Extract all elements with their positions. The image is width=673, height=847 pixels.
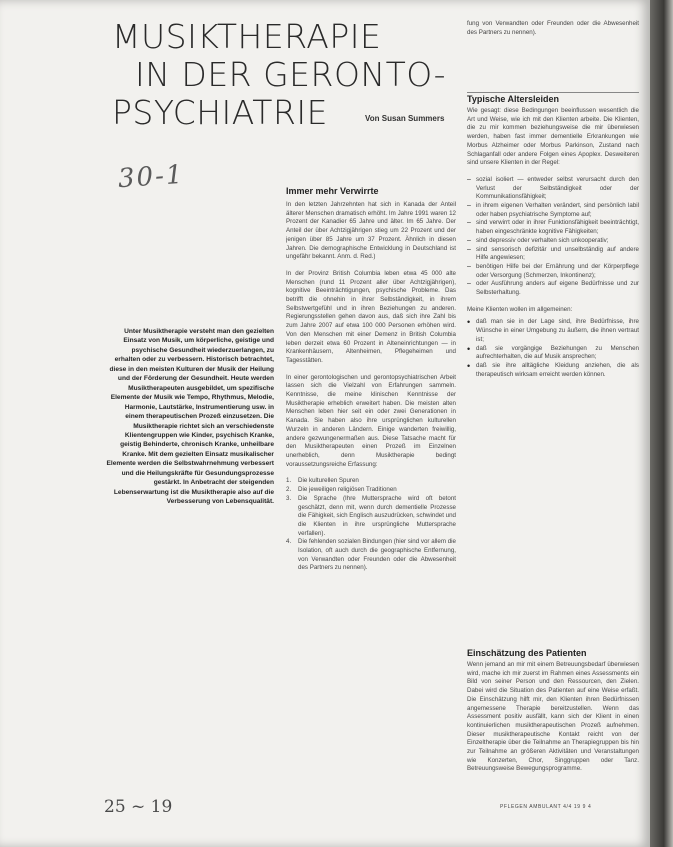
section-heading-typische-altersleiden: Typische Altersleiden — [467, 94, 560, 104]
right-paragraph-3: Wenn jemand an mir mit einem Betreuungsbedarf überwiesen wird, mache ich mir zuerst im Rahmen eines Assessments ein Bild von seiner Person und den Ressourcen, den Zielen. Dabei wird die Situation des Patienten auf eine Weise erfaßt. Die Einschätzung hilft mir, den Klienten ihren Bedürfnissen angemessene Therapie bereitzustellen. Wenn das Assessment positiv ausfällt, kann sich der Klient in einen kontinuierlichen musiktherapeutischen Prozeß aufnehmen. Dieser musiktherapeutische Kontakt reicht von der Einzeltherapie über die Teilnahme an Therapiegruppen bis hin zur Teilnahme an größeren Aktivitäten und Veranstaltungen wie Konzerten, Chor, Singgruppen oder Tanz. Betreuungsweise Bewegungsprogramme. — [467, 661, 639, 773]
list-item: 1. Die kulturellen Spuren — [286, 477, 359, 485]
list-item: • daß sie vorgängige Beziehungen zu Menschen aufrechterhalten, die auf Musik ansprechen; — [467, 345, 639, 362]
dash-list — [467, 176, 639, 298]
intro-text: Unter Musiktherapie versteht man den gezielten Einsatz von Musik, um körperliche, geistige und psychische Gesundheit wiederzuerlangen, zu erhalten oder zu verbessern. Historisch betrachtet, diese in den meisten Kulturen der Musik der Heilung und der Förderung der Gesundheit. Heute werden Musiktherapeuten ausgebildet, um spezifische Elemente der Musik wie Tempo, Rhythmus, Melodie, Harmonie, Lautstärke, Instrumentierung usw. in einem therapeutischen Prozeß einzusetzen. Die Musiktherapie richtet sich an verschiedenste Klientengruppen wie Kinder, psychisch Kranke, geistig Behinderte, chronisch Kranke, unheilbare Kranke. Mit dem gezielten Einsatz musikalischer Elemente werden die Selbstwahrnehmung verbessert und die Heilungskräfte für Gesundungsprozesse gestärkt. In Anbetracht der steigenden Lebenserwartung ist die Musiktherapie also auf die Verbesserung von Lebensqualität. — [106, 328, 274, 506]
middle-paragraph-2: In der Provinz British Columbia leben etwa 45 000 alte Menschen (rund 11 Prozent aller über Achtzigjährigen), kognitive Beeinträchtigungen, psychische Probleme. Das betrifft die ohnehin in ihrer Selbständigkeit, in ihrem Selbstwertgefühl und in ihren Beziehungen zu anderen. Regierungsstellen gehen davon aus, daß sich ihre Zahl bis zum Jahre 2007 auf etwa 100 000 Personen erhöhen wird. Von den Menschen mit einer Demenz in British Columbia leben derzeit etwa 60 Prozent in Alteneinrichtungen — in Krankenhäusern, Altenheimen, Pflegeheimen und Tagesstätten. — [286, 269, 456, 364]
title-line-3: PSYCHIATRIE — [112, 93, 328, 132]
right-column-continuation — [467, 20, 639, 80]
middle-column — [286, 201, 456, 821]
title-line-2: IN DER GERONTO- — [135, 55, 447, 94]
list-item: – benötigen Hilfe bei der Ernährung und der Körperpflege oder Versorgung (Schmerzen, Inkontinenz); — [467, 263, 639, 280]
list-item: – oder Ausführung anders auf eigene Bedürfnisse und zur Selbsterhaltung. — [467, 280, 639, 297]
list-item: 2. Die jeweiligen religiösen Traditionen — [286, 486, 397, 494]
section-divider — [467, 92, 639, 93]
list-item: – sind verwirrt oder in ihrer Funktionsfähigkeit beeinträchtigt, haben eingeschränkte kognitive Fähigkeiten; — [467, 219, 639, 236]
numbered-list — [286, 477, 456, 573]
continued-text: fung von Verwandten oder Freunden oder die Abwesenheit des Partners zu nennen). — [467, 20, 639, 36]
section-heading-immer-mehr-verwirrte: Immer mehr Verwirrte — [286, 186, 379, 196]
right-column-lower — [467, 661, 639, 801]
middle-paragraph-3: In einer gerontologischen und gerontopsychiatrischen Arbeit lassen sich die Vielzahl von Erfahrungen sammeln. Kenntnisse, die meine klinischen Kenntnisse der Musiktherapie erheblich erweitert haben. Die meisten alten Menschen leben hier seit ein oder zwei Generationen in Kanada. Sie haben also ihre ursprünglichen kulturellen Wurzeln in anderen Ländern. Einige wanderten freiwillig, andere gezwungenermaßen aus. Diese Tatsache macht für den Musiktherapeuten einen Prozeß im Einzelnen unerheblich, denn Musiktherapie bedingt voraussetzungsreiche Erfassung: — [286, 373, 456, 468]
list-item: 4. Die fehlenden sozialen Bindungen (hier sind vor allem die Isolation, oft auch durch die geographische Entfernung, von Verwandten oder Freunden oder die Abwesenheit des Partners zu nennen). — [286, 538, 456, 572]
middle-paragraph-1: In den letzten Jahrzehnten hat sich in Kanada der Anteil älterer Menschen dramatisch erhöht. Im Jahre 1991 waren 12 Prozent der Kanadier 65 Jahre und älter. Im 65 Jahre. Der Anteil der über Achtzigjährigen stieg um 22 Prozent und der jenigen über 85 Jahre um 37 Prozent. Ähnlich in diesen Jahren. Die demographische Entwicklung in Deutschland ist ungefähr bekannt. Anm. d. Red.) — [286, 201, 456, 261]
list-item: 3. Die Sprache (Ihre Muttersprache wird oft betont geschätzt, denn mit, wenn durch dementielle Prozesse die Fähigkeit, sich Englisch auszudrücken, schwindet und die Klienten in ihre ursprüngliche Muttersprache verfallen). — [286, 494, 456, 537]
section-heading-einschaetzung: Einschätzung des Patienten — [467, 648, 587, 658]
list-item: • daß sie ihre alltägliche Kleidung anziehen, die als therapeutisch wirksam erreicht werden können. — [467, 362, 639, 379]
right-column-upper — [467, 107, 639, 637]
handwritten-note: 30-1 — [117, 159, 186, 195]
footer-publication: PFLEGEN AMBULANT 4/4 19 9 4 — [500, 804, 592, 810]
right-paragraph-1: Wie gesagt: diese Bedingungen beeinflussen wesentlich die Art und Weise, wie ich mit den Klienten arbeite. Die Klienten, die zu mir kommen beziehungsweise die mir überwiesen werden, haben fast immer dementielle Erkrankungen wie Morbus Alzheimer oder Morbus Parkinson, Zustand nach Schlaganfall oder andere Folgen eines Apoplex. Desweiteren sind unsere Klienten in der Regel: — [467, 107, 639, 167]
author-byline: Von Susan Summers — [365, 114, 445, 123]
title-line-1: MUSIKTHERAPIE — [112, 17, 382, 56]
list-item: – sind sensorisch defizitär und unselbständig auf andere Hilfe angewiesen; — [467, 246, 639, 263]
page-number: 25 ~ 19 — [104, 797, 173, 817]
list-item: – sind depressiv oder verhalten sich unkooperativ; — [467, 237, 639, 246]
bullet-list — [467, 318, 639, 379]
list-item: – sozial isoliert — entweder selbst verursacht durch den Verlust der Selbständigkeit oder der Kommunikationsfähigkeit; — [467, 176, 639, 202]
scan-edge-shadow — [650, 0, 673, 847]
list-item: • daß man sie in der Lage sind, ihre Bedürfnisse, ihre Wünsche in einer Umgebung zu äußern, die ihnen vertraut ist; — [467, 318, 639, 344]
right-paragraph-2: Meine Klienten wollen im allgemeinen: — [467, 305, 573, 313]
list-item: – in ihrem eigenen Verhalten verändert, sind persönlich labil oder haben psychiatrische Symptome auf; — [467, 202, 639, 219]
